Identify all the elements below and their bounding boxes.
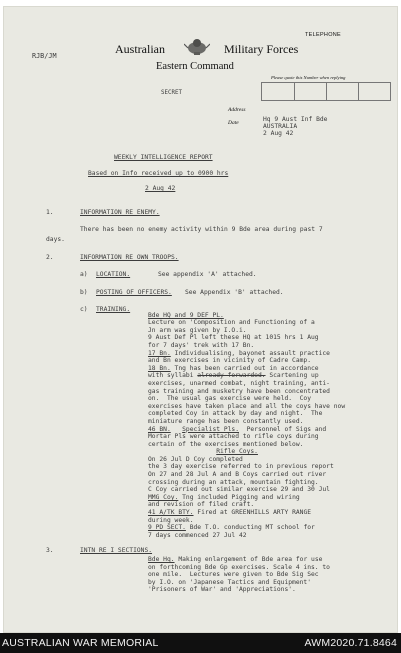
training-line: and revision of filed craft. [148,501,255,509]
training-line: Individualising, bayonet assault practice [170,349,330,357]
subsection-label: a) [80,271,88,278]
training-line: Jn arm was given by I.O.i. [148,326,247,334]
unit-heading: MMG Coy. [148,493,179,501]
reference-number-box [261,82,391,101]
training-line: certain of the exercises mentioned below. [148,440,304,448]
command-name: Eastern Command [156,61,234,72]
file-reference: RJB/JM [32,52,57,60]
training-line: C Coy carried out similar exercise 29 and 30 Jul [148,486,330,494]
subsection-heading: POSTING OF OFFICERS. [96,289,172,296]
unit-heading: Bde Hq. [148,556,175,563]
training-line: with syllabi [148,372,198,380]
training-line: 7 days commenced 27 Jul 42 [148,531,247,539]
training-line: exercises, unarmed combat, night training, anti- [148,379,330,387]
archive-footer-bar [0,633,401,653]
training-line: Tng has been carried out in accordance [170,364,319,372]
intel-line: one mile. Lectures were given to Bde Sig Sec [148,571,319,579]
subsection-heading: TRAINING. [96,306,131,313]
unit-heading: 41 A/TK BTY. [148,509,194,517]
intel-line: by I.O. on 'Japanese Tactics and Equipment' [148,578,312,586]
training-line: completed Coy in attack by day and night. The [148,410,323,418]
intel-line: 'Prisoners of War' and 'Appreciations'. [148,586,296,594]
training-line: On 27 and 28 Jul A and B Coys carried out river [148,471,327,479]
training-line: Fired at GREENHILLS ARTY RANGE [193,509,312,517]
report-title: WEEKLY INTELLIGENCE REPORT [114,154,213,161]
sub-heading: Specialist Pls. [182,425,239,433]
unit-heading: Bde HQ and 9 DEF PL. [148,311,224,319]
intel-text-block [148,556,330,594]
report-date: 2 Aug 42 [145,185,176,192]
subsection-body: See Appendix 'B' attached. [185,289,284,296]
telephone-label: TELEPHONE [305,32,342,38]
training-line: and Bn exercises in vicinity of Cadre Camp. [148,357,312,365]
org-name-left: Australian [115,42,165,56]
sub-heading: Rifle Coys. [216,448,258,456]
address-line-3: 2 Aug 42 [263,130,294,137]
unit-heading: 18 Bn. [148,364,171,372]
training-line: Lecture on 'Composition and Functioning of a [148,319,315,327]
unit-heading: 46 BN. [148,425,171,433]
archive-reference: AWM2020.71.8464 [304,637,397,649]
training-line: exercises have taken place and all the coys have now [148,402,346,410]
address-line-1: Hq 9 Aust Inf Bde [263,116,328,123]
report-subtitle: Based on Info received up to 0900 hrs [88,170,229,177]
section-heading: INFORMATION RE OWN TROOPS. [80,254,179,261]
struck-text: already forwarded. [197,372,266,380]
training-line: Mortar Pls were attached to rifle coys during [148,433,319,441]
section-body-line: There has been no enemy activity within 9 Bde area during past 7 [80,226,323,233]
crest-icon [184,36,210,56]
training-line: 9 Aust Def Pl left these HQ at 1015 hrs 1 Aug [148,334,319,342]
section-number: 2. [46,254,54,261]
intel-line: Making enlargement of Bde area for use [174,556,323,563]
date-label: Date [228,120,239,126]
address-label: Address [228,107,246,113]
section-number: 3. [46,547,54,554]
archive-name: AUSTRALIAN WAR MEMORIAL [2,637,159,649]
training-line: Bde T.O. conducting MT school for [185,524,315,532]
unit-heading: 9 PD SECT. [148,524,186,532]
training-line: Personnel of Sigs and [239,425,327,433]
classification: SECRET [161,90,182,96]
section-heading: INFORMATION RE ENEMY. [80,209,160,216]
training-line: on. The usual gas exercise were held. Coy [148,395,312,403]
training-line: during week. [148,516,194,524]
training-line: Scartening up [265,372,319,380]
training-line: miniature range has been constantly used. [148,417,304,425]
subsection-body: See appendix 'A' attached. [158,271,257,278]
section-number: 1. [46,209,54,216]
address-line-2: AUSTRALIA [263,123,298,130]
training-line: gas training and musketry have been concentrated [148,387,330,395]
training-line: crossing during an attack, mountain fighting. [148,478,319,486]
unit-heading: 17 Bn. [148,349,171,357]
org-name-right: Military Forces [224,42,299,56]
training-line: the 3 day exercise referred to in previous report [148,463,334,471]
section-body-line: days. [46,236,65,243]
subsection-label: b) [80,289,88,296]
training-line: On 26 Jul D Coy completed [148,455,243,463]
training-line: for 7 days' trek with 17 Bn. [148,341,255,349]
subsection-heading: LOCATION. [96,271,131,278]
training-line: Tng included Pigging and wiring [178,493,300,501]
section-heading: INTN RE I SECTIONS. [80,547,153,554]
training-text-block [148,304,345,539]
document-page [3,6,398,633]
intel-line: on forthcoming Bde Gp exercises. Scale 4 ins. to [148,563,330,571]
quote-note: Please quote this Number when replying [271,75,346,80]
subsection-label: c) [80,306,88,313]
